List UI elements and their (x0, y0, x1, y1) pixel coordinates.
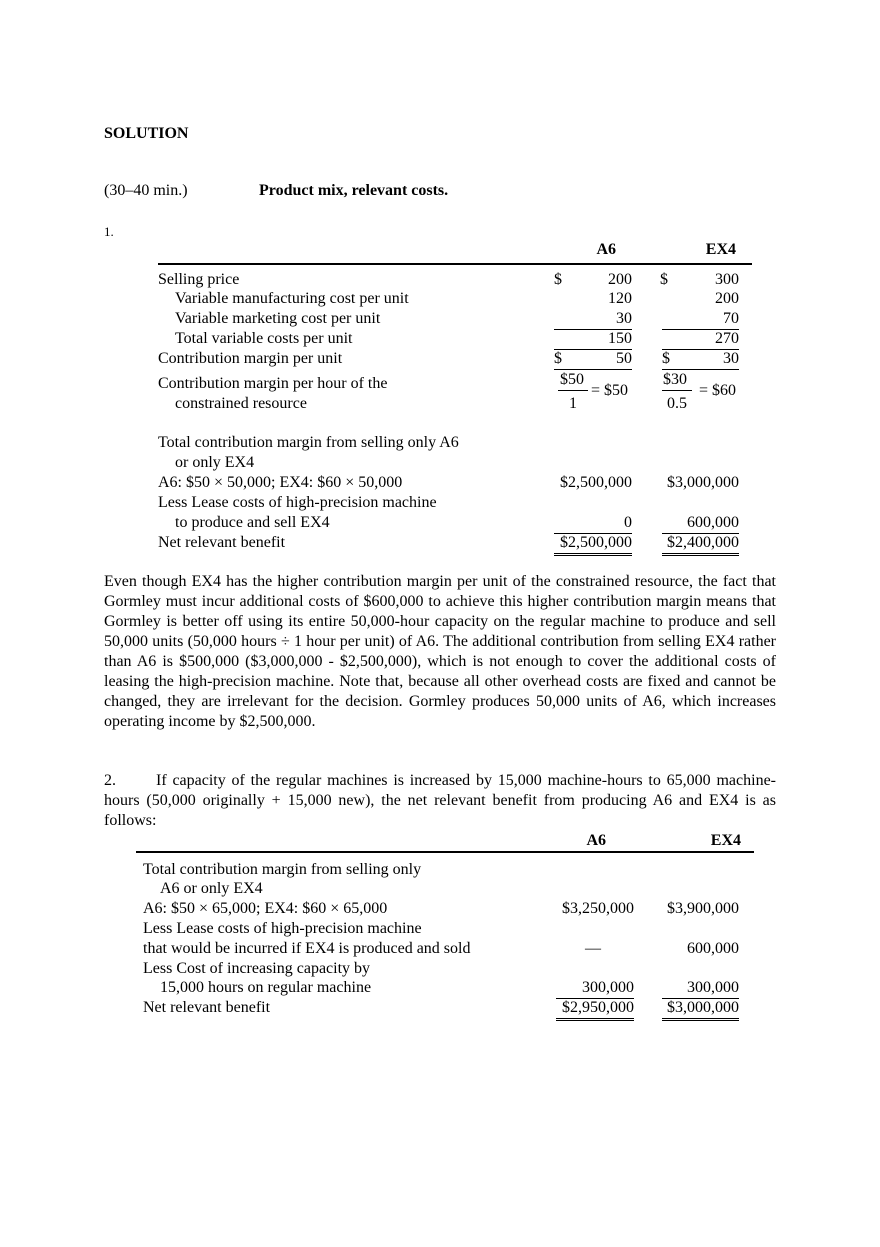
fraction-numerator: $30 (663, 371, 687, 388)
row-label: A6 or only EX4 (160, 880, 263, 897)
value-a6: 150 (554, 329, 632, 350)
fraction-result: = $50 (591, 382, 629, 399)
row-label: 15,000 hours on regular machine (160, 979, 372, 996)
row-label: Net relevant benefit (158, 534, 286, 551)
fraction-numerator: $50 (560, 371, 584, 388)
row-label: Net relevant benefit (143, 999, 271, 1016)
fraction-bar (558, 390, 588, 391)
dollar-sign: $ (554, 271, 562, 288)
page-heading: SOLUTION (104, 125, 189, 142)
part2-intro: If capacity of the regular machines is increased by 15,000 machine-hours to 65,000 machine-hours (50,000 originally + 15,000 new), the net relevant benefit from producing A6 and EX4 is as follows: (104, 772, 776, 829)
value-ex4: 30 (662, 349, 739, 370)
row-label: Contribution margin per unit (158, 350, 343, 367)
fraction-result: = $60 (699, 382, 737, 399)
value-a6: 200 (608, 271, 632, 288)
value-a6: 0 (554, 513, 632, 534)
part2-number: 2. (104, 772, 116, 789)
row-label: constrained resource (175, 395, 307, 412)
value-ex4: $3,000,000 (667, 474, 739, 491)
row-label: Contribution margin per hour of the (158, 375, 388, 392)
value-ex4: $2,400,000 (662, 533, 739, 556)
fraction-bar (662, 390, 692, 391)
header-rule (136, 851, 754, 853)
col-header-a6: A6 (586, 832, 606, 849)
value-ex4: 270 (662, 329, 739, 350)
value-ex4: 300 (715, 271, 739, 288)
fraction-denominator: 1 (569, 395, 577, 412)
header-rule (158, 263, 752, 265)
value-a6: 120 (608, 290, 632, 307)
problem-title: Product mix, relevant costs. (259, 182, 449, 199)
value-ex4: 70 (662, 309, 739, 330)
row-label: that would be incurred if EX4 is produced and sold (143, 940, 471, 957)
value-a6: 50 (554, 349, 632, 370)
row-label: Variable manufacturing cost per unit (175, 290, 409, 307)
value-a6: $3,250,000 (562, 900, 634, 917)
row-label: Total contribution margin from selling only A6 (158, 434, 459, 451)
col-header-a6: A6 (596, 241, 616, 258)
value-a6: 300,000 (556, 978, 634, 999)
explanation-paragraph: Even though EX4 has the higher contribution margin per unit of the constrained resource, the fact that Gormley must incur additional costs of $600,000 to achieve this higher contribution margin means that Gormley is better off using its entire 50,000-hour capacity on the regular machine to produce and sell 50,000 units (50,000 hours ÷ 1 hour per unit) of A6. The additional contribution from selling EX4 rather than A6 is $500,000 ($3,000,000 - $2,500,000), which is not enough to cover the additional costs of leasing the high-precision machine. Note that, because all other overhead costs are fixed and cannot be changed, they are irrelevant for the decision. Gormley produces 50,000 units of A6, which increases operating income by $2,500,000. (104, 573, 776, 730)
value-a6: $2,500,000 (560, 474, 632, 491)
row-label: Less Lease costs of high-precision machine (143, 920, 422, 937)
row-label: Variable marketing cost per unit (175, 310, 381, 327)
row-label: A6: $50 × 50,000; EX4: $60 × 50,000 (158, 474, 403, 491)
row-label: or only EX4 (175, 454, 255, 471)
dollar-sign: $ (554, 350, 562, 367)
value-a6: 30 (554, 309, 632, 330)
value-ex4: 600,000 (687, 940, 739, 957)
row-label: Less Cost of increasing capacity by (143, 960, 371, 977)
row-label: Total contribution margin from selling only (143, 861, 422, 878)
part1-number: 1. (104, 224, 114, 239)
fraction-denominator: 0.5 (667, 395, 687, 412)
value-ex4: 200 (715, 290, 739, 307)
value-a6: $2,950,000 (556, 998, 634, 1021)
dollar-sign: $ (660, 271, 668, 288)
row-label: Total variable costs per unit (175, 330, 353, 347)
row-label: Less Lease costs of high-precision machine (158, 494, 437, 511)
row-label: Selling price (158, 271, 240, 288)
row-label: A6: $50 × 65,000; EX4: $60 × 65,000 (143, 900, 388, 917)
time-estimate: (30–40 min.) (104, 182, 188, 199)
value-a6: $2,500,000 (554, 533, 632, 556)
col-header-ex4: EX4 (710, 832, 741, 849)
value-ex4: 300,000 (662, 978, 739, 999)
dollar-sign: $ (662, 350, 670, 367)
value-a6: — (585, 940, 601, 957)
value-ex4: $3,900,000 (667, 900, 739, 917)
value-ex4: 600,000 (662, 513, 739, 534)
value-ex4: $3,000,000 (662, 998, 739, 1021)
col-header-ex4: EX4 (705, 241, 736, 258)
row-label: to produce and sell EX4 (175, 514, 330, 531)
